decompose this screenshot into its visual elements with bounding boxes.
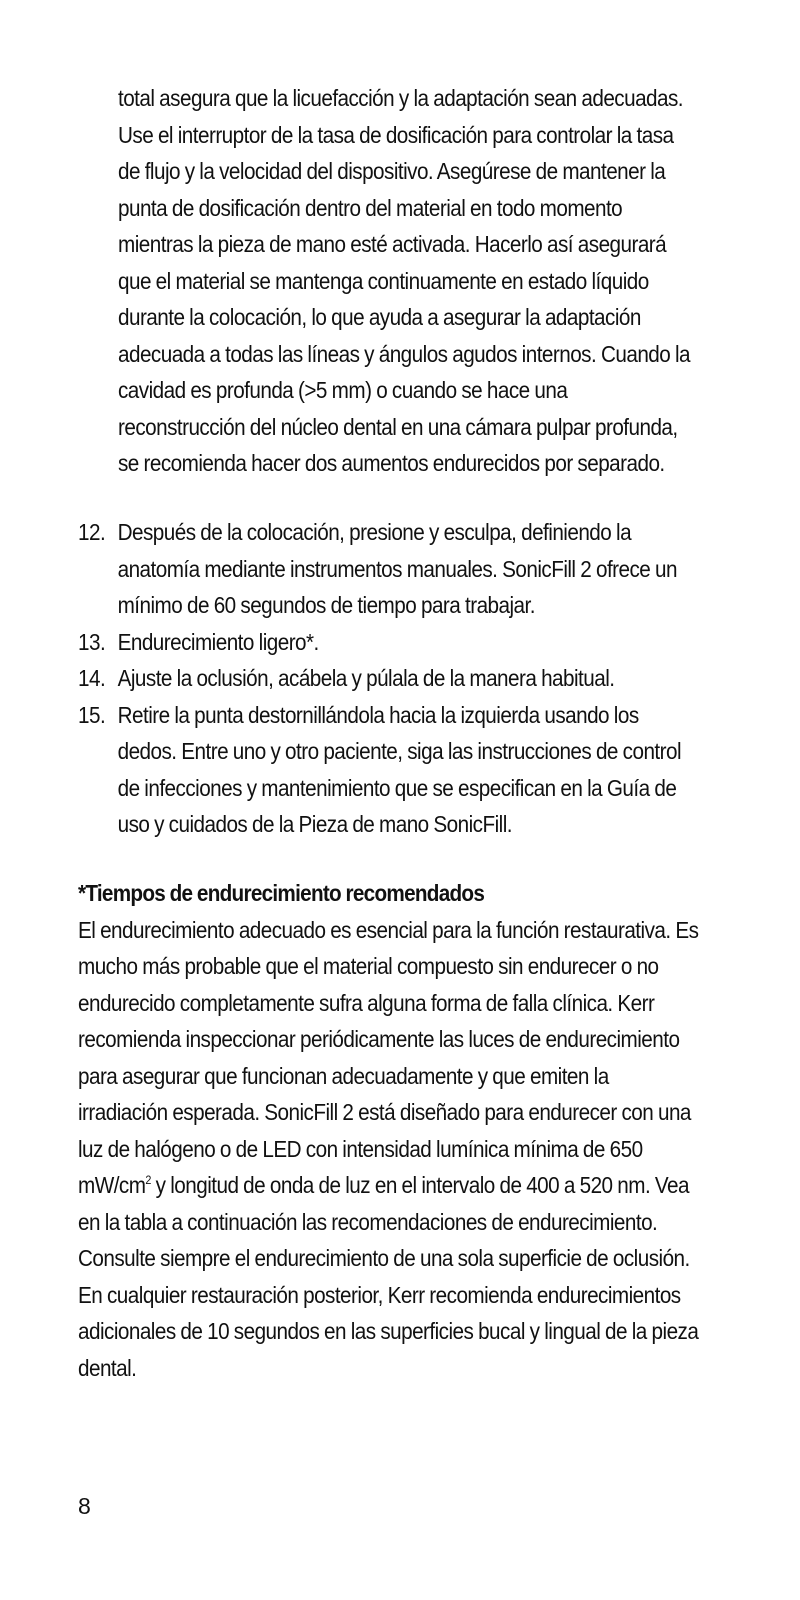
superscript-2: 2	[145, 1173, 151, 1187]
page-number: 8	[78, 1493, 91, 1519]
instruction-step-14	[78, 660, 699, 697]
curing-times-section	[78, 875, 699, 1386]
section-heading: *Tiempos de endurecimiento recomendados	[78, 880, 485, 906]
step-text: Endurecimiento ligero*.	[117, 628, 319, 655]
step-number: 14.	[78, 665, 106, 691]
instruction-step-12	[78, 514, 699, 624]
instruction-steps-list	[78, 514, 699, 843]
body-text-part-2: y longitud de onda de luz en el intervalo de 400 a 520 nm. Vea en la tabla a continuación las recomendaciones de endurecimiento. Consulte siempre el endurecimiento de una sola superficie de oclusión. En cualquier restauración posterior, Kerr recomienda endurecimientos adicionales de 10 segundos en las superficies bucal y lingual de la pieza dental.	[78, 1172, 699, 1381]
step-text: Ajuste la oclusión, acábela y púlala de la manera habitual.	[117, 665, 615, 691]
step-number: 13.	[78, 628, 106, 655]
step-text: Retire la punta destornillándola hacia la izquierda usando los dedos. Entre uno y otro paciente, siga las instrucciones de control de infecciones y mantenimiento que se especifican en la Guía de uso y cuidados de la Pieza de mano SonicFill.	[117, 701, 682, 837]
step-number: 12.	[78, 519, 106, 545]
step-text: Después de la colocación, presione y esculpa, definiendo la anatomía mediante instrumentos manuales. SonicFill 2 ofrece un mínimo de 60 segundos de tiempo para trabajar.	[117, 519, 677, 618]
continued-instruction	[118, 80, 694, 482]
section-body-text	[78, 912, 699, 1387]
continued-instruction-text: total asegura que la licuefacción y la adaptación sean adecuadas. Use el interruptor de la tasa de dosificación para controlar la tasa de flujo y la velocidad del dispositivo. Asegúrese de mantener la punta de dosificación dentro del material en todo momento mientras la pieza de mano esté activada. Hacerlo así asegurará que el material se mantenga continuamente en estado líquido durante la colocación, lo que ayuda a asegurar la adaptación adecuada a todas las líneas y ángulos agudos internos. Cuando la cavidad es profunda (>5 mm) o cuando se hace una reconstrucción del núcleo dental en una cámara pulpar profunda, se recomienda hacer dos aumentos endurecidos por separado.	[118, 85, 691, 476]
instruction-step-15	[78, 697, 699, 843]
body-text-part-1: El endurecimiento adecuado es esencial para la función restaurativa. Es mucho más probable que el material compuesto sin endurecer o no endurecido completamente sufra alguna forma de falla clínica. Kerr recomienda inspeccionar periódicamente las luces de endurecimiento para asegurar que funcionan adecuadamente y que emiten la irradiación esperada. SonicFill 2 está diseñado para endurecer con una luz de halógeno o de LED con intensidad lumínica mínima de 650 mW/cm	[78, 916, 699, 1198]
instruction-step-13	[78, 624, 699, 661]
step-number: 15.	[78, 701, 106, 728]
